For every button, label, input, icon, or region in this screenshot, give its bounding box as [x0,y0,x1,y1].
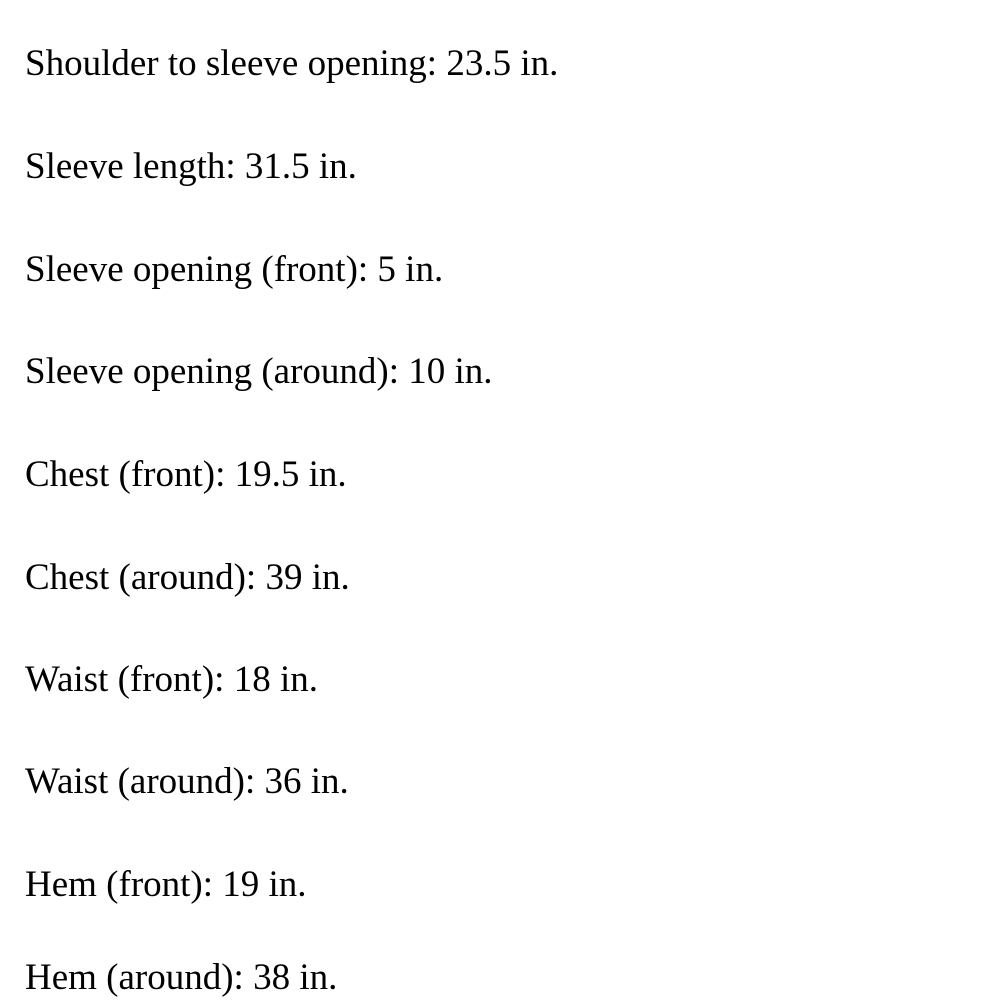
measurement-value: 38 in. [253,957,338,998]
measurement-line-chest-around [25,556,350,600]
measurement-label: Sleeve opening (front): [25,249,369,290]
measurement-value: 5 in. [377,249,444,290]
measurement-line-waist-front [25,658,318,702]
measurement-line-sleeve-opening-around [25,350,493,394]
measurement-value: 10 in. [408,351,493,392]
measurement-line-hem-around [25,956,337,1000]
measurement-value: 36 in. [264,761,349,802]
measurement-line-sleeve-length [25,145,357,189]
measurement-label: Hem (around): [25,957,244,998]
measurement-label: Sleeve opening (around): [25,351,399,392]
measurement-value: 31.5 in. [244,146,357,187]
measurement-label: Chest (around): [25,557,257,598]
measurement-label: Hem (front): [25,864,214,905]
measurement-line-sleeve-opening-front [25,248,443,292]
measurement-value: 23.5 in. [446,43,559,84]
measurement-value: 19.5 in. [234,454,347,495]
measurement-value: 39 in. [265,557,350,598]
measurement-line-hem-front [25,863,307,907]
measurement-value: 19 in. [222,864,307,905]
measurement-line-shoulder-to-sleeve [25,42,558,86]
measurement-line-chest-front [25,453,347,497]
measurement-label: Waist (front): [25,659,225,700]
measurement-label: Chest (front): [25,454,226,495]
measurement-label: Waist (around): [25,761,256,802]
measurement-label: Shoulder to sleeve opening: [25,43,438,84]
measurement-label: Sleeve length: [25,146,236,187]
measurement-line-waist-around [25,760,349,804]
measurement-value: 18 in. [233,659,318,700]
